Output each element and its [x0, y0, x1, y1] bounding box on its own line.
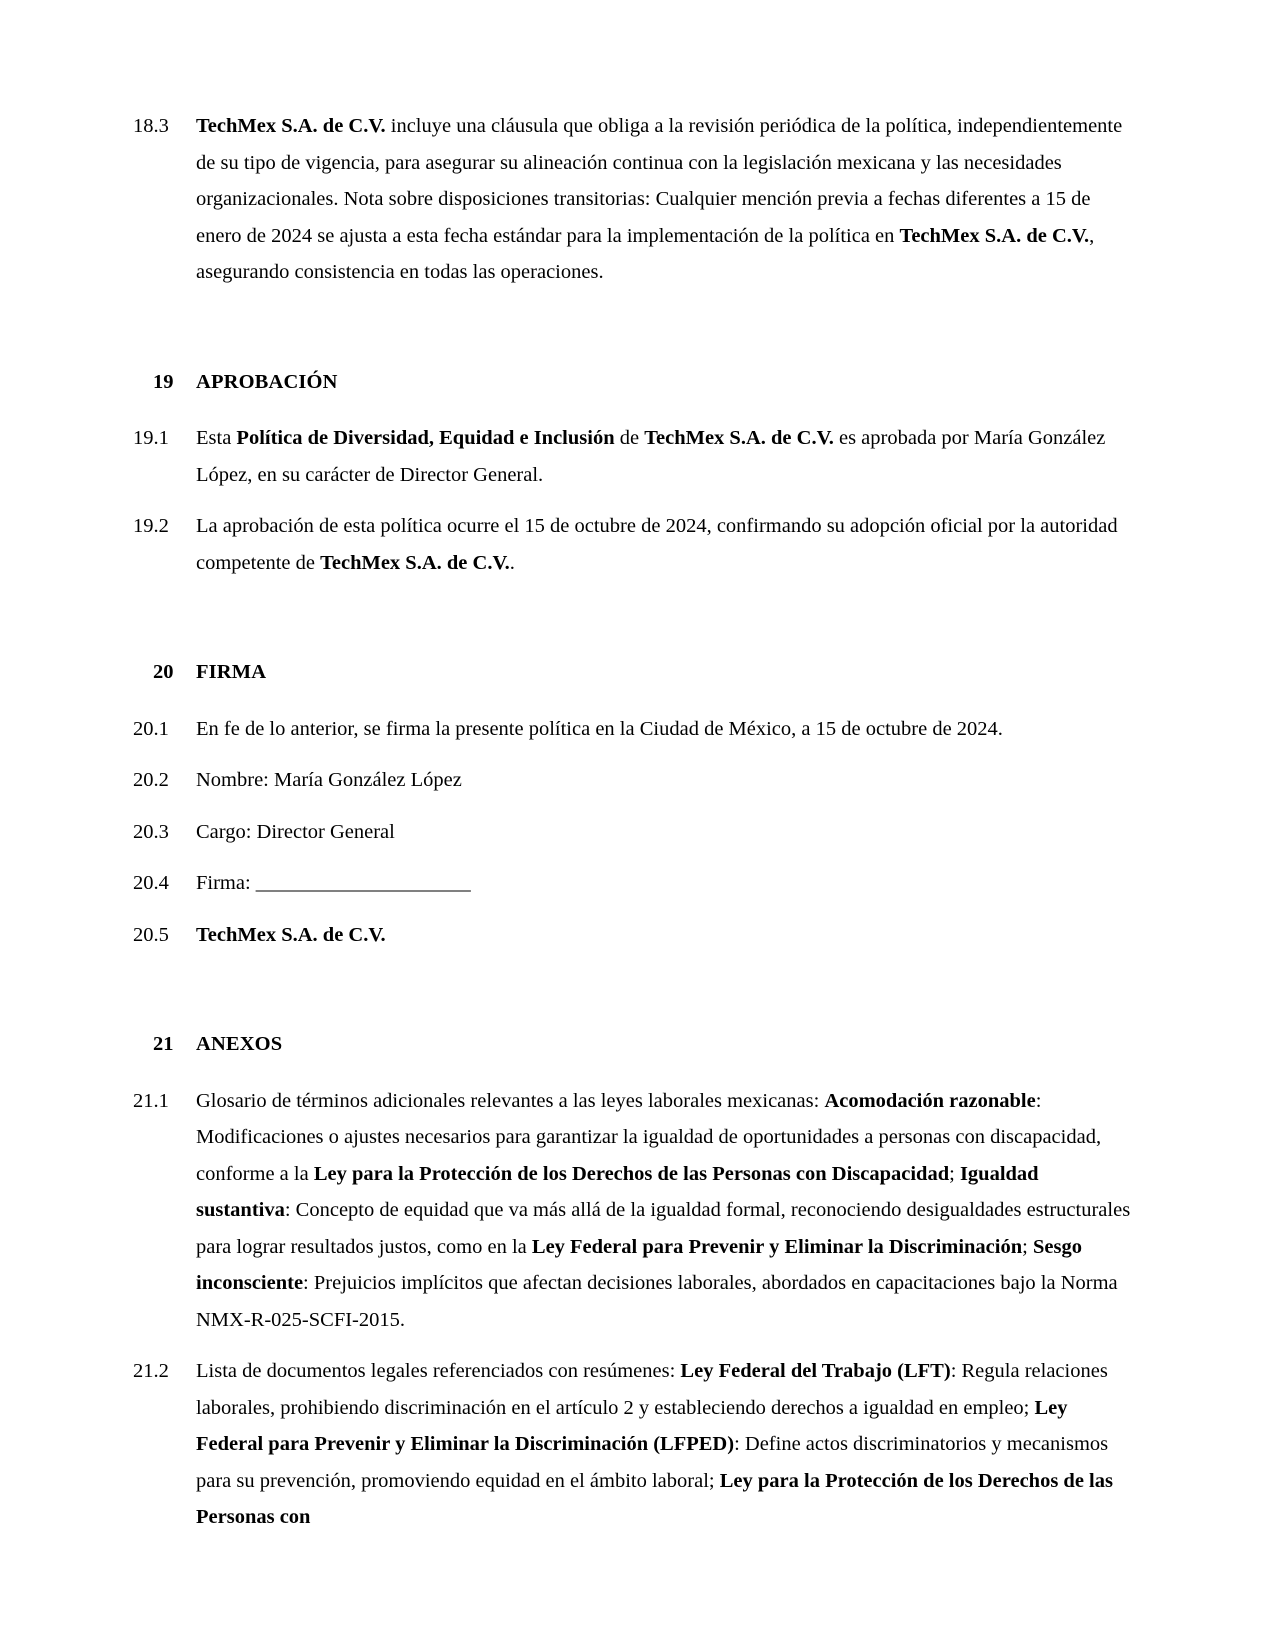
section-heading-20: [133, 654, 1135, 691]
clause-number: 21.1: [133, 1089, 169, 1112]
clause-text: ;: [1022, 1235, 1033, 1258]
clause-20-4: [133, 865, 1135, 902]
clause-number: 19.1: [133, 427, 169, 449]
clause-text: : Prejuicios implícitos que afectan decisiones laborales, abordados en capacitaciones bajo la Norma NMX-R-025-SCFI-2015.: [196, 1272, 1118, 1331]
clause-21-1: [133, 1083, 1135, 1339]
law-name-bold: Ley para la Protección de los Derechos de las Personas con Discapacidad: [313, 1162, 950, 1185]
clause-18-3: [133, 108, 1135, 291]
clause-text: : Modificaciones o ajustes necesarios para garantizar la igualdad de oportunidades a personas con discapacidad, conforme a la: [196, 1089, 1102, 1185]
clause-20-2: [133, 762, 1135, 799]
policy-name-bold: Política de Diversidad, Equidad e Inclusión: [236, 427, 615, 449]
clause-number: 19.2: [133, 515, 169, 537]
clause-body: [196, 1083, 1135, 1339]
section-spacer: [133, 968, 1135, 1026]
clause-number: 20.5: [133, 923, 169, 946]
section-number: 19: [153, 370, 174, 393]
section-title: APROBACIÓN: [196, 370, 338, 393]
section-heading-19: [133, 364, 1135, 401]
clause-body: [196, 917, 1135, 954]
company-name-bold: TechMex S.A. de C.V.: [196, 115, 386, 137]
company-name-bold: TechMex S.A. de C.V.: [899, 224, 1090, 247]
company-name-bold: TechMex S.A. de C.V.: [196, 923, 386, 946]
section-title: FIRMA: [196, 661, 267, 683]
law-name-bold: Ley Federal para Prevenir y Eliminar la Discriminación: [531, 1235, 1023, 1258]
clause-body: Cargo: Director General: [196, 820, 395, 843]
clause-20-5: [133, 917, 1135, 954]
signature-line: ______________________: [255, 872, 471, 894]
clause-text: Esta: [196, 427, 237, 449]
clause-text: es aprobada por María González López, en su carácter de Director General.: [196, 427, 1106, 486]
heading-spacer: [133, 1063, 1135, 1083]
clause-body: [196, 865, 1135, 902]
company-name-bold: TechMex S.A. de C.V.: [644, 427, 834, 449]
law-name-bold: Ley Federal del Trabajo (LFT): [680, 1360, 951, 1382]
clause-body: [196, 508, 1135, 581]
glossary-term-bold: Igualdad sustantiva: [196, 1162, 1039, 1221]
section-heading-21: [133, 1026, 1135, 1063]
clause-text: La aprobación de esta política ocurre el 15 de octubre de 2024, confirmando su adopción oficial por la autoridad competente de: [196, 515, 1118, 574]
clause-20-1: [133, 711, 1135, 748]
clause-body: [196, 108, 1135, 291]
clause-text: : Define actos discriminatorios y mecanismos para su prevención, promoviendo equidad en el ámbito laboral;: [196, 1433, 1109, 1492]
clause-text: Lista de documentos legales referenciados con resúmenes:: [196, 1360, 681, 1382]
clause-body: Nombre: María González López: [196, 769, 462, 791]
clause-body: [196, 1353, 1135, 1536]
clause-number: 20.2: [133, 769, 169, 791]
clause-text: : Concepto de equidad que va más allá de la igualdad formal, reconociendo desigualdades estructurales para lograr resultados justos, como en la: [196, 1199, 1131, 1258]
company-name-bold: TechMex S.A. de C.V.: [320, 551, 510, 574]
section-spacer: [133, 596, 1135, 654]
clause-text: ;: [949, 1162, 960, 1185]
law-name-bold: Ley para la Protección de los Derechos de las Personas con: [196, 1469, 1113, 1528]
clause-text: .: [509, 551, 515, 574]
clause-text: Firma:: [196, 872, 256, 894]
clause-text: : Regula relaciones laborales, prohibiendo discriminación en el artículo 2 y estableciendo derechos a igualdad en empleo;: [196, 1360, 1108, 1419]
clause-number: 20.3: [133, 820, 169, 843]
clause-19-1: [133, 420, 1135, 493]
clause-text: de: [614, 427, 645, 449]
section-number: 20: [153, 661, 174, 683]
section-title: ANEXOS: [196, 1033, 283, 1055]
glossary-term-bold: Acomodación razonable: [824, 1089, 1036, 1112]
clause-number: 20.1: [133, 717, 169, 740]
glossary-term-bold: Sesgo inconsciente: [196, 1235, 1082, 1294]
law-name-bold: Ley Federal para Prevenir y Eliminar la Discriminación (LFPED): [196, 1396, 1068, 1455]
clause-body: [196, 420, 1135, 493]
clause-20-3: [133, 814, 1135, 851]
clause-number: 21.2: [133, 1360, 169, 1382]
section-number: 21: [153, 1033, 174, 1055]
clause-text: Glosario de términos adicionales relevantes a las leyes laborales mexicanas:: [196, 1089, 825, 1112]
clause-21-2: [133, 1353, 1135, 1536]
clause-number: 18.3: [133, 115, 169, 137]
section-spacer: [133, 306, 1135, 364]
clause-19-2: [133, 508, 1135, 581]
heading-spacer: [133, 691, 1135, 711]
clause-text: , asegurando consistencia en todas las operaciones.: [196, 224, 1095, 283]
clause-number: 20.4: [133, 872, 169, 894]
clause-body: En fe de lo anterior, se firma la presente política en la Ciudad de México, a 15 de octubre de 2024.: [196, 717, 1003, 740]
clause-text: incluye una cláusula que obliga a la revisión periódica de la política, independientemente de su tipo de vigencia, para asegurar su alineación continua con la legislación mexicana y las necesidades organizacionales. Nota sobre disposiciones transitorias: Cualquier mención previa a fechas diferentes a 15 de enero de 2024 se ajusta a esta fecha estándar para la implementación de la política en: [196, 115, 1123, 247]
heading-spacer: [133, 400, 1135, 420]
